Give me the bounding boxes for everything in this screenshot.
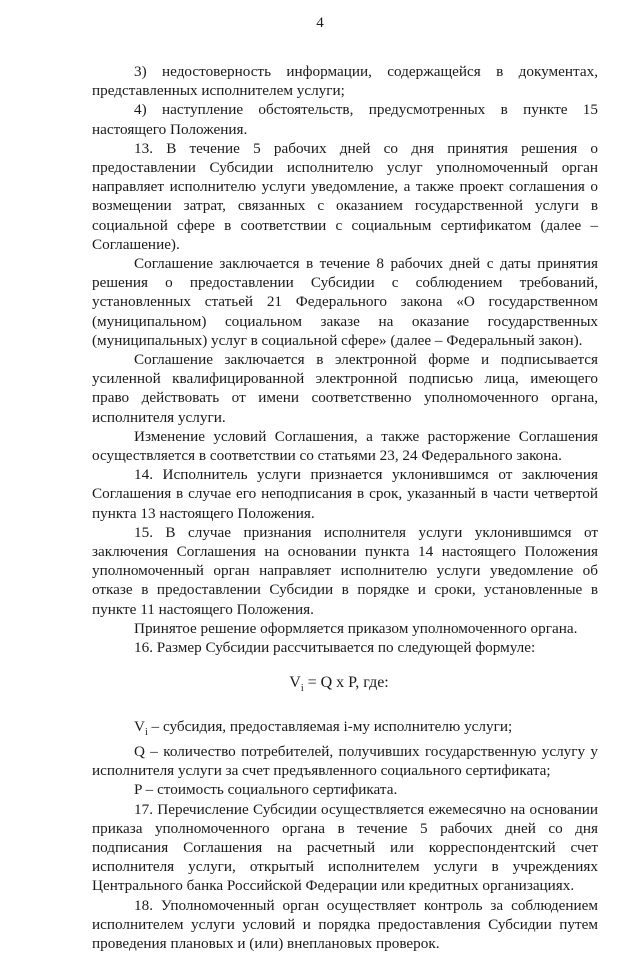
- paragraph-17: 17. Перечисление Субсидии осуществляется ежемесячно на основании приказа уполномоченного органа в течение 5 рабочих дней со дня подписания Соглашения на расчетный или корреспондентский счет исполнителя услуги, открытый исполнителем услуги в учреждениях Центрального банка Российской Федерации или кредитных организациях.: [92, 800, 598, 895]
- paragraph-item-4: 4) наступление обстоятельств, предусмотренных в пункте 15 настоящего Положения.: [92, 101, 598, 138]
- paragraph-18: 18. Уполномоченный орган осуществляет контроль за соблюдением исполнителем услуги условий и порядка предоставления Субсидии путем проведения плановых и (или) внеплановых проверок.: [92, 896, 598, 952]
- formula-subscript: i: [300, 683, 304, 695]
- document-body: [92, 62, 598, 953]
- paragraph-13: 13. В течение 5 рабочих дней со дня принятия решения о предоставлении Субсидии исполнителю услуг уполномоченный орган направляет исполнителю услуги уведомление, а также проект соглашения о возмещении затрат, связанных с оказанием государственной услуги в социальной сфере в соответствии с социальным сертификатом (далее – Соглашение).: [92, 139, 598, 253]
- paragraph-decision: Принятое решение оформляется приказом уполномоченного органа.: [134, 619, 578, 637]
- paragraph-agreement-term: Соглашение заключается в течение 8 рабочих дней с даты принятия решения о предоставлении Субсидии с соблюдением требований, установленных статьей 21 Федерального закона «О государственном (муниципальном) социальном заказе на оказание государственных (муниципальных) услуг в социальной сфере» (далее – Федеральный закон).: [92, 255, 598, 349]
- paragraph-item-3: 3) недостоверность информации, содержащейся в документах, представленных исполнителем услуги;: [92, 63, 598, 100]
- variable-vi-symbol: V: [134, 717, 145, 735]
- paragraph-14: 14. Исполнитель услуги признается уклонившимся от заключения Соглашения в случае его неподписания в срок, указанный в части четвертой пункта 13 настоящего Положения.: [92, 466, 598, 522]
- variable-vi-text: – субсидия, предоставляемая i-му исполнителю услуги;: [147, 717, 513, 735]
- variable-vi-subscript: i: [144, 726, 148, 738]
- paragraph-agreement-form: Соглашение заключается в электронной форме и подписывается усиленной квалифицированной электронной подписью лица, имеющего право действовать от имени соответственно уполномоченного органа, исполнителя услуги.: [92, 351, 598, 426]
- paragraph-16: 16. Размер Субсидии рассчитывается по следующей формуле:: [134, 639, 536, 657]
- variable-q: Q – количество потребителей, получивших государственную услугу у исполнителя услуги за счет предъявленного социального сертификата;: [92, 742, 598, 780]
- formula-rest: = Q x P, где:: [303, 674, 389, 692]
- page-number: 4: [316, 15, 324, 31]
- subsidy-formula: [92, 673, 598, 698]
- variable-p: P – стоимость социального сертификата.: [134, 781, 398, 799]
- variable-vi: [92, 717, 598, 742]
- paragraph-15: 15. В случае признания исполнителя услуги уклонившимся от заключения Соглашения на основании пункта 14 настоящего Положения уполномоченный орган направляет исполнителю услуги уведомление об отказе в предоставлении Субсидии в порядке и сроки, установленные в пункте 11 настоящего Положения.: [92, 523, 598, 618]
- paragraph-agreement-change: Изменение условий Соглашения, а также расторжение Соглашения осуществляется в соответствии со статьями 23, 24 Федерального закона.: [92, 427, 598, 465]
- formula-v: V: [289, 674, 301, 692]
